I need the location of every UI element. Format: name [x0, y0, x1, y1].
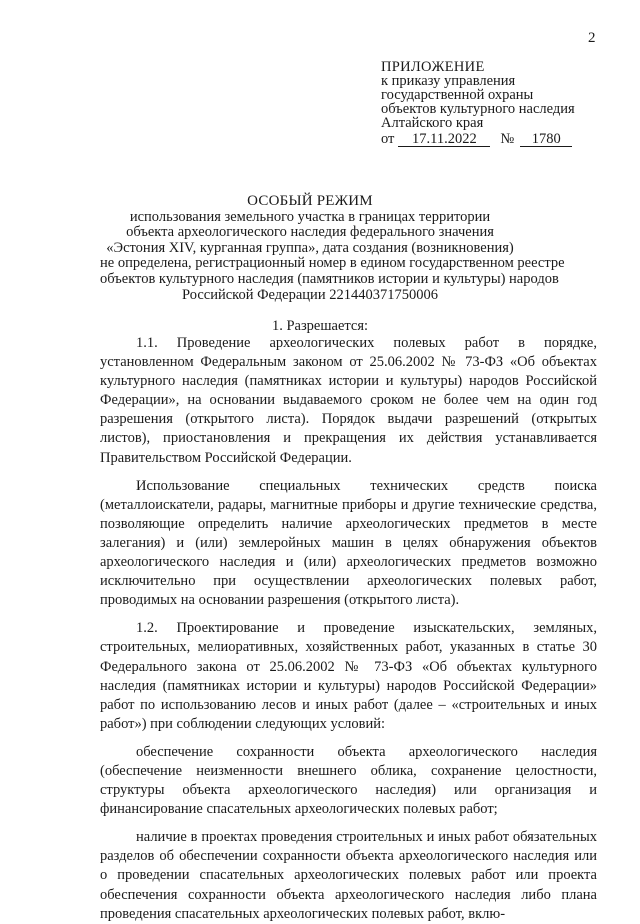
document-title: ОСОБЫЙ РЕЖИМ — [247, 193, 373, 209]
heading-line: не определена, регистрационный номер в едином государственном реестре — [100, 255, 565, 272]
paragraph: Использование специальных технических средств поиска (металлоискатели, радары, магнитные приборы и другие технические средства, позволяющие определить наличие археологических предметов в месте залегания) и (или) землеройных машин в целях обнаружения объектов археологического наследия и (или) археологических предметов возможно исключительно при осуществлении археологических полевых работ, проводимых на основании разрешения (открытого листа). — [100, 477, 597, 609]
paragraph: 1.2. Проектирование и проведение изыскательских, земляных, строительных, мелиоративных, хозяйственных работ, указанных в статье 30 Федерального закона от 25.06.2002 № 73-ФЗ «Об объектах культурного наследия (памятниках истории и культуры) народов Российской Федерации» работ по использованию лесов и иных работ (далее – «строительных и иных работ») при соблюдении следующих условий: — [100, 620, 597, 732]
appendix-title: ПРИЛОЖЕНИЕ — [381, 59, 485, 75]
heading-line: «Эстония XIV, курганная группа», дата создания (возникновения) — [106, 239, 514, 256]
order-from-label: от — [381, 131, 395, 147]
order-number: 1780 — [520, 132, 572, 147]
paragraph: 1.1. Проведение археологических полевых работ в порядке, установленном Федеральным законом от 25.06.2002 № 73-ФЗ «Об объектах культурного наследия (памятниках истории и культуры) народов Российской Федерации», на основании выдаваемого сроком не более чем на один год разрешения (открытого листа). Порядок выдачи разрешений (открытых листов), приостановления и прекращения их действия устанавливается Правительством Российской Федерации. — [100, 335, 597, 466]
appendix-line: объектов культурного наследия — [381, 101, 575, 117]
paragraph: обеспечение сохранности объекта археологического наследия (обеспечение неизменности внешнего облика, сохранение целостности, структуры объекта археологического наследия) или организация и финансирование спасательных археологических полевых работ; — [100, 743, 597, 818]
appendix-line: государственной охраны — [381, 87, 534, 103]
heading-line: Российской Федерации 221440371750006 — [182, 286, 438, 303]
order-reference — [381, 132, 575, 147]
appendix-block — [381, 60, 575, 147]
order-number-label: № — [500, 131, 515, 147]
document-body — [100, 334, 597, 924]
section-title: 1. Разрешается: — [271, 318, 369, 334]
appendix-line: Алтайского края — [381, 115, 484, 131]
heading-line: объекта археологического наследия федерального значения — [126, 224, 494, 241]
heading-line: использования земельного участка в границах территории — [129, 208, 491, 225]
page-number: 2 — [588, 30, 596, 46]
appendix-line: к приказу управления — [381, 73, 516, 89]
paragraph: наличие в проектах проведения строительных и иных работ обязательных разделов об обеспечении сохранности объекта археологического наследия или о проведении спасательных археологических полевых работ или проекта обеспечения сохранности объекта археологического наследия либо плана проведения спасательных археологических полевых работ, вклю- — [100, 829, 597, 922]
document-heading — [100, 193, 565, 303]
order-date: 17.11.2022 — [398, 132, 490, 147]
heading-line: объектов культурного наследия (памятников истории и культуры) народов — [100, 270, 559, 287]
